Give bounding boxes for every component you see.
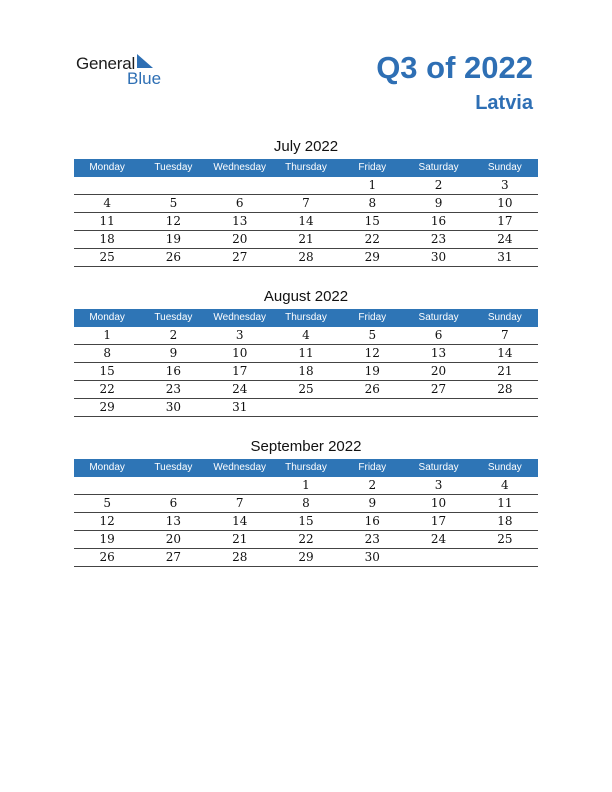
day-cell: [339, 399, 405, 417]
day-cell: 1: [74, 327, 140, 345]
day-cell: 18: [472, 513, 538, 531]
day-cell: 4: [273, 327, 339, 345]
day-cell: 22: [273, 531, 339, 549]
weekday-header-sunday: Sunday: [472, 309, 538, 327]
month-september: [74, 437, 538, 567]
day-cell: 20: [140, 531, 206, 549]
day-cell: 21: [472, 363, 538, 381]
weekday-header-wednesday: Wednesday: [207, 459, 273, 477]
day-cell: 13: [140, 513, 206, 531]
weekday-header-monday: Monday: [74, 309, 140, 327]
day-cell: 3: [405, 477, 471, 495]
day-cell: 26: [74, 549, 140, 567]
weekday-header-thursday: Thursday: [273, 159, 339, 177]
day-cell: 15: [339, 213, 405, 231]
day-cell: 8: [273, 495, 339, 513]
weekday-header-monday: Monday: [74, 159, 140, 177]
day-cell: 29: [273, 549, 339, 567]
day-cell: 5: [339, 327, 405, 345]
day-cell: 10: [472, 195, 538, 213]
logo-general-text: General: [76, 54, 136, 73]
day-cell: 30: [405, 249, 471, 267]
weekday-header-wednesday: Wednesday: [207, 159, 273, 177]
weekday-header-tuesday: Tuesday: [140, 159, 206, 177]
day-cell: [140, 477, 206, 495]
day-cell: 1: [273, 477, 339, 495]
day-cell: 8: [339, 195, 405, 213]
day-cell: 18: [74, 231, 140, 249]
day-cell: [140, 177, 206, 195]
day-cell: 2: [405, 177, 471, 195]
day-cell: 24: [472, 231, 538, 249]
day-cell: 25: [74, 249, 140, 267]
month-title: July 2022: [273, 138, 339, 155]
day-cell: 24: [405, 531, 471, 549]
day-cell: 21: [207, 531, 273, 549]
day-cell: 17: [405, 513, 471, 531]
day-cell: 9: [339, 495, 405, 513]
day-cell: 6: [207, 195, 273, 213]
day-cell: 13: [405, 345, 471, 363]
day-cell: 7: [273, 195, 339, 213]
day-cell: [405, 399, 471, 417]
day-cell: 11: [273, 345, 339, 363]
day-cell: 8: [74, 345, 140, 363]
day-cell: [74, 177, 140, 195]
generalblue-logo: [76, 52, 176, 92]
country-name: Latvia: [475, 92, 533, 114]
weekday-header-friday: Friday: [339, 459, 405, 477]
day-cell: 25: [472, 531, 538, 549]
weekday-header-monday: Monday: [74, 459, 140, 477]
day-cell: 20: [405, 363, 471, 381]
day-cell: [472, 399, 538, 417]
day-cell: 27: [140, 549, 206, 567]
month-title: September 2022: [250, 438, 362, 455]
weekday-header-sunday: Sunday: [472, 459, 538, 477]
day-cell: 16: [339, 513, 405, 531]
day-cell: 19: [339, 363, 405, 381]
day-cell: 14: [207, 513, 273, 531]
day-cell: 14: [472, 345, 538, 363]
day-cell: 24: [207, 381, 273, 399]
weekday-header-saturday: Saturday: [405, 159, 471, 177]
day-cell: 31: [207, 399, 273, 417]
day-cell: 23: [405, 231, 471, 249]
day-cell: 9: [140, 345, 206, 363]
day-cell: 26: [339, 381, 405, 399]
day-cell: 28: [472, 381, 538, 399]
day-cell: 19: [140, 231, 206, 249]
day-cell: 17: [207, 363, 273, 381]
day-cell: 3: [207, 327, 273, 345]
day-cell: 23: [140, 381, 206, 399]
day-cell: 12: [339, 345, 405, 363]
day-cell: 10: [405, 495, 471, 513]
day-cell: 15: [273, 513, 339, 531]
day-cell: 26: [140, 249, 206, 267]
weekday-header-saturday: Saturday: [405, 459, 471, 477]
day-cell: 27: [405, 381, 471, 399]
weekday-header-tuesday: Tuesday: [140, 459, 206, 477]
day-cell: 7: [207, 495, 273, 513]
day-cell: 15: [74, 363, 140, 381]
day-cell: 9: [405, 195, 471, 213]
day-cell: 30: [140, 399, 206, 417]
month-august: [74, 287, 538, 417]
quarter-title: Q3 of 2022: [376, 50, 533, 85]
day-cell: 14: [273, 213, 339, 231]
day-cell: 30: [339, 549, 405, 567]
day-cell: [273, 177, 339, 195]
day-cell: 11: [472, 495, 538, 513]
day-cell: 29: [74, 399, 140, 417]
day-cell: 5: [140, 195, 206, 213]
day-cell: 4: [74, 195, 140, 213]
calendar-grid: [74, 159, 538, 267]
month-july: [74, 137, 538, 267]
calendar-grid: [74, 309, 538, 417]
day-cell: 7: [472, 327, 538, 345]
day-cell: 3: [472, 177, 538, 195]
day-cell: 5: [74, 495, 140, 513]
day-cell: 16: [405, 213, 471, 231]
day-cell: 29: [339, 249, 405, 267]
weekday-header-friday: Friday: [339, 159, 405, 177]
day-cell: 18: [273, 363, 339, 381]
day-cell: 12: [74, 513, 140, 531]
day-cell: 2: [339, 477, 405, 495]
day-cell: 6: [405, 327, 471, 345]
weekday-header-thursday: Thursday: [273, 309, 339, 327]
day-cell: 16: [140, 363, 206, 381]
weekday-header-thursday: Thursday: [273, 459, 339, 477]
day-cell: 25: [273, 381, 339, 399]
day-cell: 20: [207, 231, 273, 249]
day-cell: [273, 399, 339, 417]
day-cell: [405, 549, 471, 567]
day-cell: 1: [339, 177, 405, 195]
day-cell: 22: [339, 231, 405, 249]
calendar-grid: [74, 459, 538, 567]
weekday-header-friday: Friday: [339, 309, 405, 327]
day-cell: 6: [140, 495, 206, 513]
day-cell: 21: [273, 231, 339, 249]
day-cell: 28: [273, 249, 339, 267]
day-cell: 2: [140, 327, 206, 345]
day-cell: 10: [207, 345, 273, 363]
day-cell: 31: [472, 249, 538, 267]
day-cell: 12: [140, 213, 206, 231]
day-cell: 23: [339, 531, 405, 549]
day-cell: [74, 477, 140, 495]
logo-triangle-icon: [137, 54, 153, 68]
logo-blue-text: Blue: [127, 69, 162, 88]
month-title: August 2022: [263, 288, 349, 305]
weekday-header-saturday: Saturday: [405, 309, 471, 327]
day-cell: 19: [74, 531, 140, 549]
weekday-header-sunday: Sunday: [472, 159, 538, 177]
day-cell: 11: [74, 213, 140, 231]
day-cell: [207, 477, 273, 495]
day-cell: 28: [207, 549, 273, 567]
weekday-header-tuesday: Tuesday: [140, 309, 206, 327]
day-cell: 17: [472, 213, 538, 231]
day-cell: 27: [207, 249, 273, 267]
day-cell: [207, 177, 273, 195]
day-cell: 22: [74, 381, 140, 399]
weekday-header-wednesday: Wednesday: [207, 309, 273, 327]
day-cell: 4: [472, 477, 538, 495]
day-cell: 13: [207, 213, 273, 231]
day-cell: [472, 549, 538, 567]
